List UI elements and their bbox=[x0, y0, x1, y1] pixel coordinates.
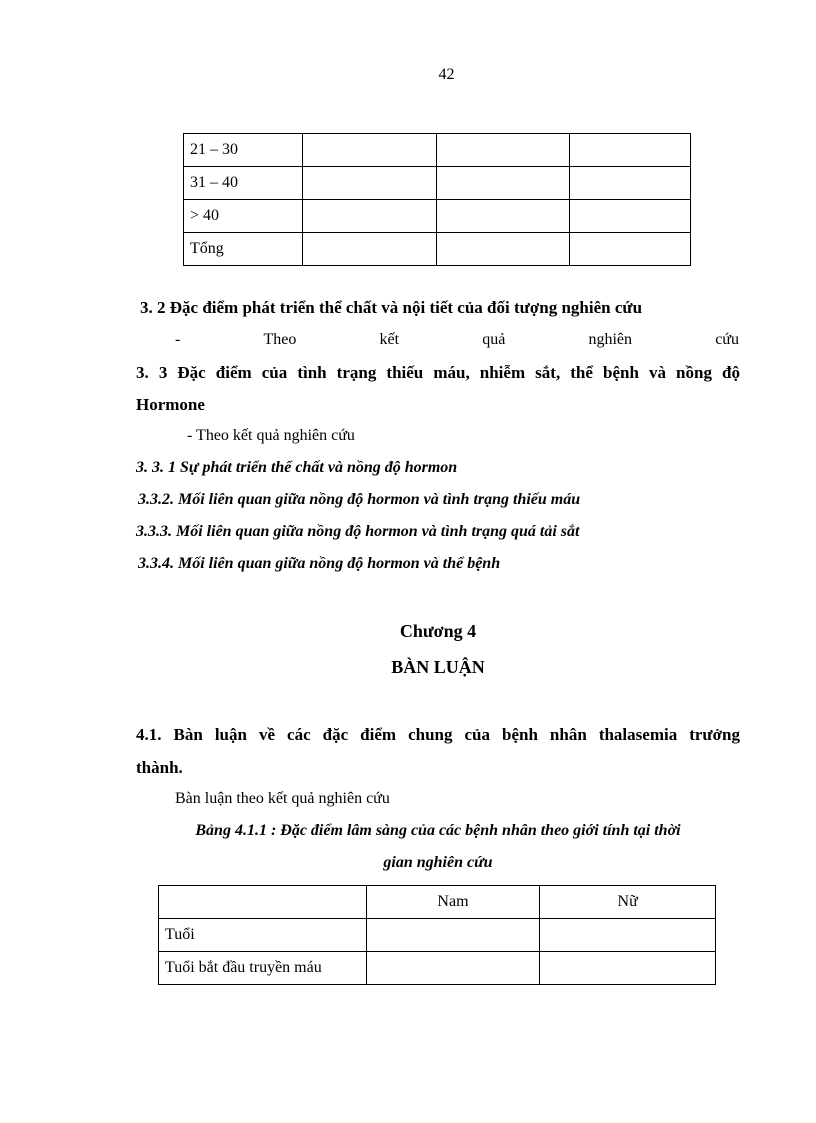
table-cell bbox=[302, 134, 436, 167]
table-cell bbox=[570, 167, 691, 200]
chapter-label: Chương 4 bbox=[399, 621, 477, 641]
table-row bbox=[159, 919, 716, 952]
section-4-1-note: Bàn luận theo kết quả nghiên cứu bbox=[175, 790, 390, 807]
table-cell bbox=[570, 233, 691, 266]
table-row bbox=[184, 233, 691, 266]
table-cell bbox=[570, 200, 691, 233]
section-3-3-heading-cont: Hormone bbox=[136, 395, 205, 414]
age-group-table bbox=[183, 133, 691, 266]
table-row bbox=[184, 167, 691, 200]
note-word: Theo bbox=[263, 331, 297, 348]
table-cell bbox=[436, 233, 570, 266]
section-4-1-heading: 4.1. Bàn luận về các đặc điểm chung của bệnh nhân thalasemia trưởng bbox=[136, 725, 740, 744]
section-3-3-heading: 3. 3 Đặc điểm của tình trạng thiếu máu, nhiễm sắt, thể bệnh và nồng độ bbox=[136, 363, 740, 382]
section-3-3-note: - Theo kết quả nghiên cứu bbox=[187, 427, 355, 444]
section-3-2-note bbox=[175, 331, 739, 349]
note-word: cứu bbox=[715, 331, 739, 348]
table-header-cell: Nam bbox=[366, 886, 540, 919]
section-3-2-heading: 3. 2 Đặc điểm phát triển thể chất và nội tiết của đối tượng nghiên cứu bbox=[140, 298, 643, 317]
note-word: quả bbox=[482, 331, 506, 348]
table-cell: Tổng bbox=[184, 233, 303, 266]
table-header-row bbox=[159, 886, 716, 919]
table-row bbox=[184, 134, 691, 167]
table-row bbox=[184, 200, 691, 233]
subsection-3-3-3: 3.3.3. Mối liên quan giữa nồng độ hormon và tình trạng quá tải sắt bbox=[136, 523, 580, 540]
table-cell bbox=[436, 134, 570, 167]
subsection-3-3-1: 3. 3. 1 Sự phát triển thể chất và nồng độ hormon bbox=[136, 459, 458, 476]
table-cell: Tuổi bắt đầu truyền máu bbox=[159, 952, 367, 985]
subsection-3-3-2: 3.3.2. Mối liên quan giữa nồng độ hormon và tình trạng thiếu máu bbox=[138, 491, 581, 508]
table-header-cell: Nữ bbox=[540, 886, 716, 919]
note-word: kết bbox=[379, 331, 400, 348]
chapter-title: BÀN LUẬN bbox=[391, 657, 485, 677]
table-cell: 31 – 40 bbox=[184, 167, 303, 200]
table-cell bbox=[366, 919, 540, 952]
table-cell: Tuổi bbox=[159, 919, 367, 952]
note-word: nghiên bbox=[588, 331, 633, 348]
section-4-1-heading-cont: thành. bbox=[136, 758, 183, 777]
table-cell bbox=[302, 200, 436, 233]
clinical-features-table bbox=[158, 885, 716, 985]
table-header-cell bbox=[159, 886, 367, 919]
table-cell bbox=[436, 167, 570, 200]
subsection-3-3-4: 3.3.4. Mối liên quan giữa nồng độ hormon và thể bệnh bbox=[138, 555, 501, 572]
table-cell: 21 – 30 bbox=[184, 134, 303, 167]
table-cell bbox=[302, 233, 436, 266]
table-cell bbox=[540, 919, 716, 952]
page-number: 42 bbox=[438, 66, 455, 83]
table-cell bbox=[366, 952, 540, 985]
table-cell: > 40 bbox=[184, 200, 303, 233]
table-cell bbox=[570, 134, 691, 167]
table-caption-cont: gian nghiên cứu bbox=[383, 854, 493, 871]
table-cell bbox=[436, 200, 570, 233]
note-word: - bbox=[175, 331, 181, 348]
table-caption: Bảng 4.1.1 : Đặc điểm lâm sàng của các bệnh nhân theo giới tính tại thời bbox=[195, 822, 681, 839]
table-cell bbox=[540, 952, 716, 985]
table-cell bbox=[302, 167, 436, 200]
table-row bbox=[159, 952, 716, 985]
